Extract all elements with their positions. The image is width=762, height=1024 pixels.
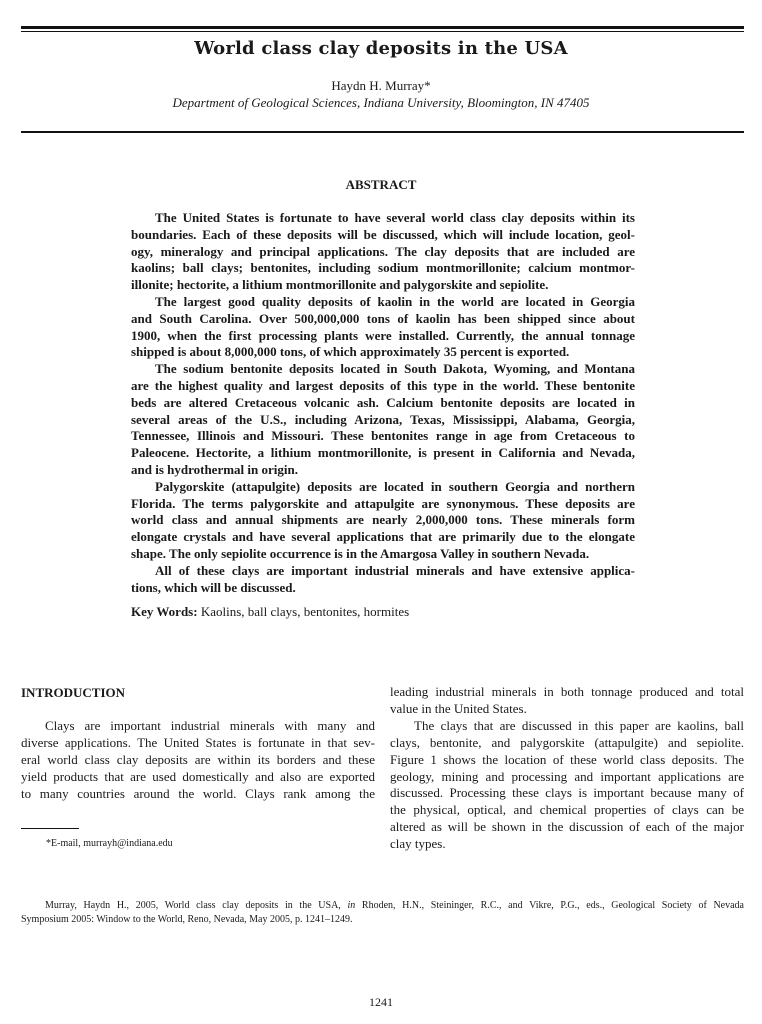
body-line: value in the United States.	[390, 700, 527, 716]
abstract-line: The largest good quality deposits of kaolin in the world are located in Georgia	[155, 293, 635, 309]
body-line: Clays are important industrial minerals with many and	[45, 718, 375, 733]
paper-title: World class clay deposits in the USA	[194, 38, 568, 59]
abstract-line: beds are altered Cretaceous volcanic ash. Calcium bentonite deposits are located in	[131, 394, 635, 410]
introduction-right-column	[390, 684, 744, 853]
body-line: yield products that are used domestically and also are exported	[21, 768, 375, 784]
abstract-line: are the highest quality and largest deposits of this type in the world. These bentonite	[131, 377, 635, 393]
body-line: clays, bentonite, and palygorskite (attapulgite) and sepiolite.	[390, 734, 744, 750]
abstract-line: kaolins; ball clays; bentonites, including sodium montmorillonite; calcium montmor-	[131, 260, 635, 276]
abstract-line: shipped is about 8,000,000 tons, of which approximately 35 percent is exported.	[131, 344, 570, 360]
abstract-line: Palygorskite (attapulgite) deposits are located in southern Georgia and northern	[155, 478, 635, 494]
citation-text: Rhoden, H.N., Steininger, R.C., and Vikre, P.G., eds., Geological Society of Nevada	[355, 900, 744, 911]
citation-text: Murray, Haydn H., 2005, World class clay deposits in the USA,	[45, 900, 348, 911]
abstract-line: All of these clays are important industrial minerals and have extensive applica-	[155, 562, 635, 578]
citation-line	[21, 899, 744, 913]
introduction-left-column	[21, 718, 375, 803]
abstract-line: and is hydrothermal in origin.	[131, 461, 298, 477]
keywords-value: Kaolins, ball clays, bentonites, hormites	[200, 604, 410, 619]
header-divider	[21, 131, 744, 133]
footnote-rule	[21, 828, 79, 829]
body-line: geology, mining and processing and important applications are	[390, 768, 744, 784]
abstract-line: The sodium bentonite deposits located in South Dakota, Wyoming, and Montana	[155, 361, 635, 377]
abstract-heading: ABSTRACT	[345, 177, 417, 192]
top-rule-thin	[21, 31, 744, 32]
body-line: Figure 1 shows the location of these world class deposits. The	[390, 751, 744, 767]
author-affiliation: Department of Geological Sciences, Indiana University, Bloomington, IN 47405	[172, 95, 590, 110]
body-line: to many countries around the world. Clays rank among the	[21, 785, 375, 801]
body-line: altered as will be shown in the discussion of each of the major	[390, 819, 744, 835]
abstract-line: Tennessee, Illinois and Missouri. These bentonites range in age from Cretaceous to	[131, 428, 635, 444]
abstract-line: elongate crystals and have several applications that are primarily due to the elongate	[131, 529, 635, 545]
abstract-body	[131, 210, 635, 596]
abstract-line: ogy, mineralogy and principal applications. The clay deposits that are included are	[131, 243, 635, 259]
body-line: diverse applications. The United States is fortunate in that sev-	[21, 734, 375, 750]
abstract-line: 1900, when the first processing plants were installed. Currently, the annual tonnage	[131, 327, 635, 343]
abstract-line: world class and annual shipments are nearly 2,000,000 tons. These minerals form	[131, 512, 635, 528]
body-line: eral world class clay deposits are within its borders and these	[21, 751, 375, 767]
body-line: clay types.	[390, 836, 446, 852]
citation-line: Symposium 2005: Window to the World, Reno, Nevada, May 2005, p. 1241–1249.	[21, 914, 353, 925]
abstract-line: illonite; hectorite, a lithium montmorillonite and palygorskite and sepiolite.	[131, 277, 549, 293]
top-rule-thick	[21, 26, 744, 29]
abstract-line: Florida. The terms palygorskite and attapulgite are synonymous. These deposits are	[131, 495, 635, 511]
abstract-line: Paleocene. Hectorite, a lithium montmorillonite, is present in California and Nevada,	[131, 445, 635, 461]
body-line: discussed. Processing these clays is important because many of	[390, 785, 744, 801]
body-line: The clays that are discussed in this paper are kaolins, ball	[414, 717, 744, 733]
abstract-line: shape. The only sepiolite occurrence is in the Amargosa Valley in southern Nevada.	[131, 545, 590, 561]
keywords	[131, 604, 409, 620]
footnote-email: *E-mail, murrayh@indiana.edu	[46, 838, 173, 849]
abstract-line: boundaries. Each of these deposits will be discussed, which will include location, geol-	[131, 226, 635, 242]
introduction-heading: INTRODUCTION	[21, 685, 126, 700]
keywords-label: Key Words:	[131, 604, 198, 619]
page-number: 1241	[369, 995, 393, 1009]
abstract-line: several areas of the U.S., including Arizona, Texas, Mississippi, Alabama, Georgia,	[131, 411, 635, 427]
author-name: Haydn H. Murray*	[331, 78, 431, 93]
body-line: the physical, optical, and chemical properties of clays can be	[390, 802, 744, 818]
abstract-line: tions, which will be discussed.	[131, 579, 296, 595]
abstract-line: The United States is fortunate to have several world class clay deposits within its	[155, 210, 635, 225]
abstract-line: and South Carolina. Over 500,000,000 tons of kaolin has been shipped since about	[131, 310, 635, 326]
citation	[21, 899, 744, 927]
body-line: leading industrial minerals in both tonnage produced and total	[390, 684, 744, 699]
citation-in: in	[347, 900, 356, 911]
